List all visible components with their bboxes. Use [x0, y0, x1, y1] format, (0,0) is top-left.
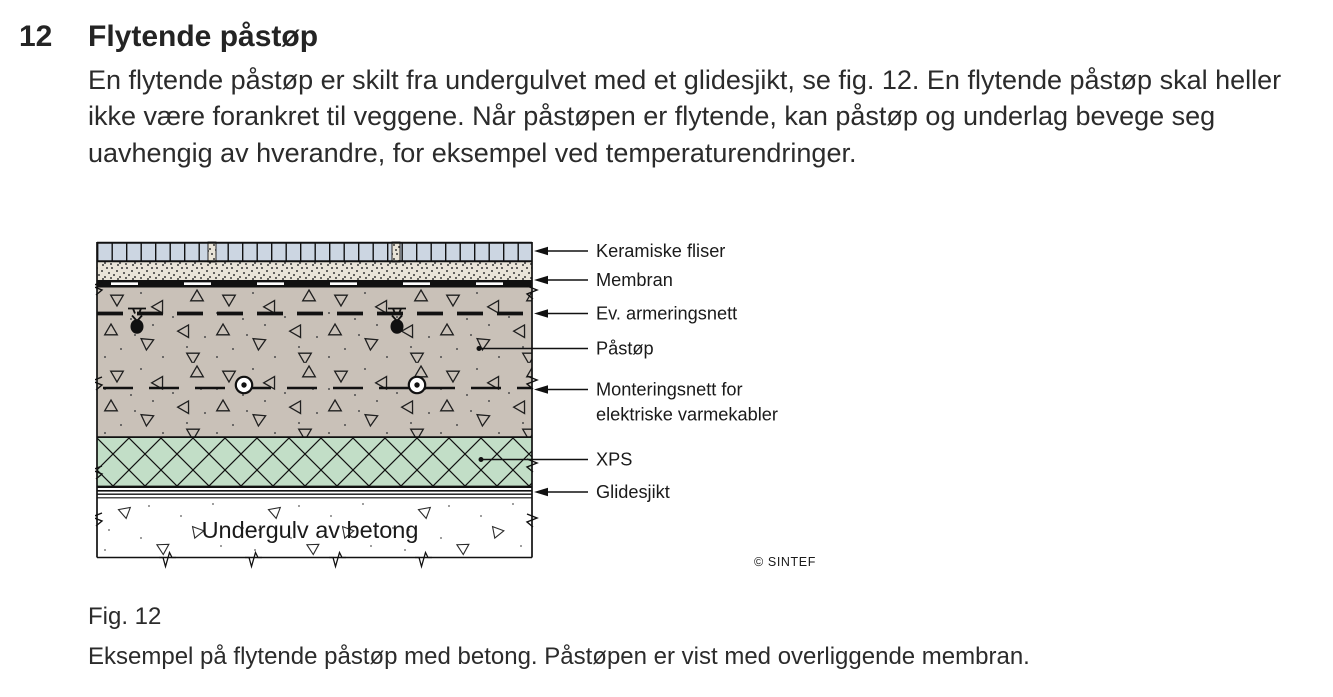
section-body-paragraph: En flytende påstøp er skilt fra undergulvet med et glidesjikt, se fig. 12. En flytende påstøp skal heller ikke være forankret til veggene. Når påstøpen er flytende, kan påstøp og underlag bevege seg uavhengig av hverandre, for eksempel ved temperaturendringer.: [88, 65, 1282, 168]
layer-membrane: [97, 280, 532, 288]
leader-glidesjikt: [534, 482, 670, 502]
layer-pastop: [97, 288, 532, 438]
section-title: Flytende påstøp: [88, 20, 319, 53]
construction-layers-diagram: [95, 238, 835, 572]
leader-membran: [534, 270, 673, 290]
label-monteringsnett-line1: Monteringsnett for: [596, 379, 743, 400]
sintef-credit: © SINTEF: [754, 555, 816, 569]
label-monteringsnett-line2: elektriske varmekabler: [596, 404, 778, 425]
label-pastop: Påstøp: [596, 338, 654, 359]
heating-cable-symbol: [236, 377, 252, 393]
label-xps: XPS: [596, 449, 633, 470]
tile-joint: [208, 242, 216, 262]
label-membran: Membran: [596, 270, 673, 290]
leader-armeringsnett: [534, 304, 737, 324]
layer-undergulv: [97, 497, 532, 566]
leader-monteringsnett: [534, 380, 778, 425]
label-keramiske-fliser: Keramiske fliser: [596, 241, 726, 261]
label-glidesjikt: Glidesjikt: [596, 482, 670, 502]
section-number: 12: [19, 20, 53, 53]
figure-caption-label: Fig. 12: [88, 603, 162, 630]
leader-keramiske-fliser: [534, 241, 725, 261]
figure-caption-text: Eksempel på flytende påstøp med betong. Påstøpen er vist med overliggende membran.: [88, 643, 1030, 670]
label-armeringsnett: Ev. armeringsnett: [596, 303, 738, 324]
layer-glidesjikt: [97, 491, 532, 494]
layer-xps: [97, 438, 532, 487]
undergulv-label: Undergulv av betong: [201, 517, 419, 543]
heating-cable-symbol: [409, 377, 425, 393]
tile-joint: [392, 242, 400, 262]
layer-mortar-bed: [97, 262, 532, 280]
layer-ceramic-tiles: [97, 242, 532, 262]
